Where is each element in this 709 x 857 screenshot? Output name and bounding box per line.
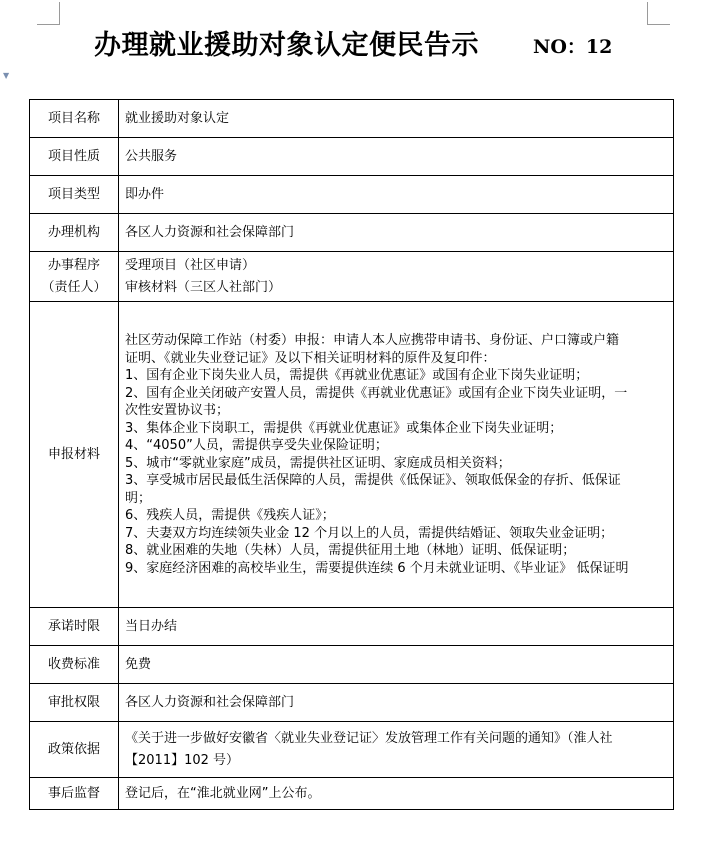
- table-row-time-limit: [30, 608, 674, 646]
- table-row-project-type: [30, 176, 674, 214]
- table-row-project-name: [30, 100, 674, 138]
- notice-title: 办理就业援助对象认定便民告示: [94, 30, 479, 61]
- table-row-approval: [30, 684, 674, 722]
- table-row-materials: [30, 302, 674, 608]
- policy-line2: 【2011】102 号）: [125, 752, 240, 768]
- time-limit-label: 承诺时限: [30, 608, 119, 646]
- procedure-label: [30, 252, 119, 302]
- supervision-value: 登记后，在“淮北就业网”上公布。: [119, 778, 674, 810]
- policy-value: [119, 722, 674, 778]
- materials-line: 明；: [125, 490, 152, 506]
- table-row-procedure: [30, 252, 674, 302]
- materials-line: 3、享受城市居民最低生活保障的人员，需提供《低保证》、领取低保金的存折、低保证: [125, 473, 621, 488]
- materials-line: 9、家庭经济困难的高校毕业生，需要提供连续 6 个月未就业证明、《毕业证》 低保证明: [125, 560, 629, 576]
- project-nature-value: 公共服务: [119, 138, 674, 176]
- procedure-label-line2: （责任人）: [41, 279, 107, 295]
- procedure-label-line1: 办事程序: [47, 257, 100, 273]
- table-row-agency: [30, 214, 674, 252]
- agency-value: 各区人力资源和社会保障部门: [119, 214, 674, 252]
- supervision-label: 事后监督: [30, 778, 119, 810]
- materials-line: 证明、《就业失业登记证》及以下相关证明材料的原件及复印件：: [125, 350, 496, 366]
- procedure-value-line2: 审核材料（三区人社部门）: [125, 279, 282, 295]
- table-row-policy: [30, 722, 674, 778]
- time-limit-value: 当日办结: [119, 608, 674, 646]
- materials-line: 次性安置协议书；: [125, 403, 230, 418]
- approval-value: 各区人力资源和社会保障部门: [119, 684, 674, 722]
- materials-line: 社区劳动保障工作站（村委）申报：申请人本人应携带申请书、身份证、户口簿或户籍: [125, 333, 620, 348]
- fee-label: 收费标准: [30, 646, 119, 684]
- table-row-supervision: [30, 778, 674, 810]
- policy-line1: 《关于进一步做好安徽省〈就业失业登记证〉发放管理工作有关问题的通知》（淮人社: [125, 730, 613, 746]
- materials-line: 1、国有企业下岗失业人员，需提供《再就业优惠证》或国有企业下岗失业证明；: [125, 368, 589, 383]
- procedure-value-line1: 受理项目（社区申请）: [125, 257, 256, 273]
- table-row-project-nature: [30, 138, 674, 176]
- fee-value: 免费: [119, 646, 674, 684]
- project-type-label: 项目类型: [30, 176, 119, 214]
- materials-line: 8、就业困难的失地（失林）人员，需提供征用土地（林地）证明、低保证明；: [125, 543, 576, 558]
- materials-label: 申报材料: [30, 302, 119, 608]
- procedure-value: [119, 252, 674, 302]
- table-row-fee: [30, 646, 674, 684]
- notice-table: [29, 99, 674, 810]
- materials-line: 5、城市“零就业家庭”成员，需提供社区证明、家庭成员相关资料；: [125, 455, 511, 471]
- materials-line: 6、残疾人员，需提供《残疾人证》；: [125, 508, 335, 523]
- project-nature-label: 项目性质: [30, 138, 119, 176]
- page-corner-mark-right: [647, 2, 670, 25]
- agency-label: 办理机构: [30, 214, 119, 252]
- policy-label: 政策依据: [30, 722, 119, 778]
- project-name-label: 项目名称: [30, 100, 119, 138]
- caret-icon: ▼: [3, 71, 10, 80]
- materials-line: 2、国有企业关闭破产安置人员，需提供《再就业优惠证》或国有企业下岗失业证明，一: [125, 385, 628, 401]
- project-type-value: 即办件: [119, 176, 674, 214]
- materials-line: 4、“4050”人员，需提供享受失业保险证明；: [125, 438, 388, 453]
- approval-label: 审批权限: [30, 684, 119, 722]
- notice-header: [0, 28, 709, 68]
- page-corner-mark-left: [37, 2, 60, 25]
- document-number: NO：12: [533, 36, 613, 58]
- materials-line: 7、夫妻双方均连续领失业金 12 个月以上的人员，需提供结婚证、领取失业金证明；: [125, 525, 614, 541]
- materials-value: [119, 302, 674, 608]
- project-name-value: 就业援助对象认定: [119, 100, 674, 138]
- materials-line: 3、集体企业下岗职工，需提供《再就业优惠证》或集体企业下岗失业证明；: [125, 420, 563, 436]
